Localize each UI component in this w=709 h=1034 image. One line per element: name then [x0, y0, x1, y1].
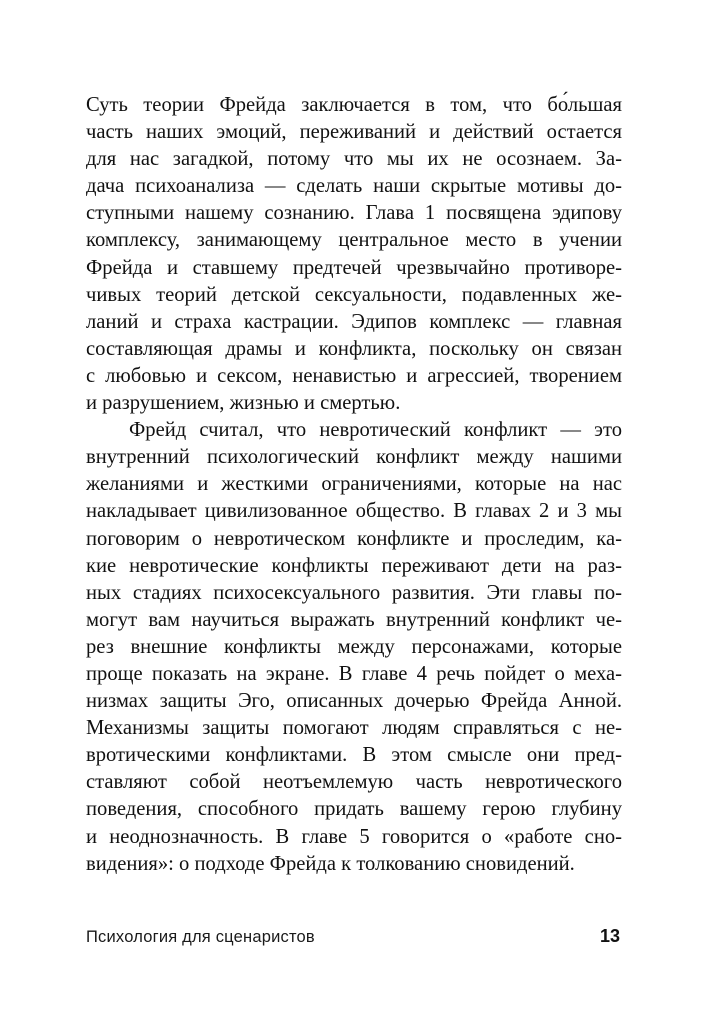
text-line: внутренний психологический конфликт между нашими [86, 446, 622, 469]
text-line: вротическими конфликтами. В этом смысле они пред- [86, 744, 622, 767]
text-line: низмах защиты Эго, описанных дочерью Фрейда Анной. [86, 690, 622, 713]
text-line: поговорим о невротическом конфликте и проследим, ка- [86, 527, 622, 550]
text-line: поведения, способного придать вашему герою глубину [86, 798, 622, 821]
text-line: составляющая драмы и конфликта, поскольку он связан [86, 337, 622, 360]
text-line: для нас загадкой, потому что мы их не осознаем. За- [86, 148, 622, 171]
body-text [86, 92, 622, 878]
text-line: кие невротические конфликты переживают дети на раз- [86, 554, 622, 577]
page-number: 13 [599, 926, 620, 946]
text-line: комплексу, занимающему центральное место в учении [86, 229, 622, 252]
text-line: видения»: о подходе Фрейда к толкованию сновидений. [86, 852, 575, 875]
text-line: ступными нашему сознанию. Глава 1 посвящена эдипову [86, 202, 622, 225]
text-line: рез внешние конфликты между персонажами, которые [86, 635, 622, 658]
text-line: ланий и страха кастрации. Эдипов комплекс — главная [86, 310, 622, 333]
text-line: накладывает цивилизованное общество. В главах 2 и 3 мы [86, 500, 622, 523]
text-line: ных стадиях психосексуального развития. Эти главы по- [86, 581, 622, 604]
text-line: Фрейда и ставшему предтечей чрезвычайно противоре- [86, 256, 622, 279]
text-line: желаниями и жесткими ограничениями, которые на нас [86, 473, 622, 496]
text-line: дача психоанализа — сделать наши скрытые мотивы до- [86, 175, 622, 198]
text-line: и неоднозначность. В главе 5 говорится о «работе сно- [86, 825, 622, 848]
text-line: и разрушением, жизнью и смертью. [86, 392, 401, 415]
text-line: чивых теорий детской сексуальности, подавленных же- [86, 283, 622, 306]
running-footer-title: Психология для сценаристов [86, 928, 315, 946]
text-line: с любовью и сексом, ненавистью и агрессией, творением [86, 364, 622, 387]
text-line: часть наших эмоций, переживаний и действий остается [86, 121, 622, 144]
text-line: Механизмы защиты помогают людям справляться с не- [86, 717, 622, 740]
text-line: могут вам научиться выражать внутренний конфликт че- [86, 608, 622, 631]
text-line: ставляют собой неотъемлемую часть невротического [86, 771, 622, 794]
text-line: Суть теории Фрейда заключается в том, что бо́льшая [86, 94, 622, 116]
text-line: проще показать на экране. В главе 4 речь пойдет о меха- [86, 662, 622, 685]
text-line: Фрейд считал, что невротический конфликт — это [129, 419, 622, 442]
